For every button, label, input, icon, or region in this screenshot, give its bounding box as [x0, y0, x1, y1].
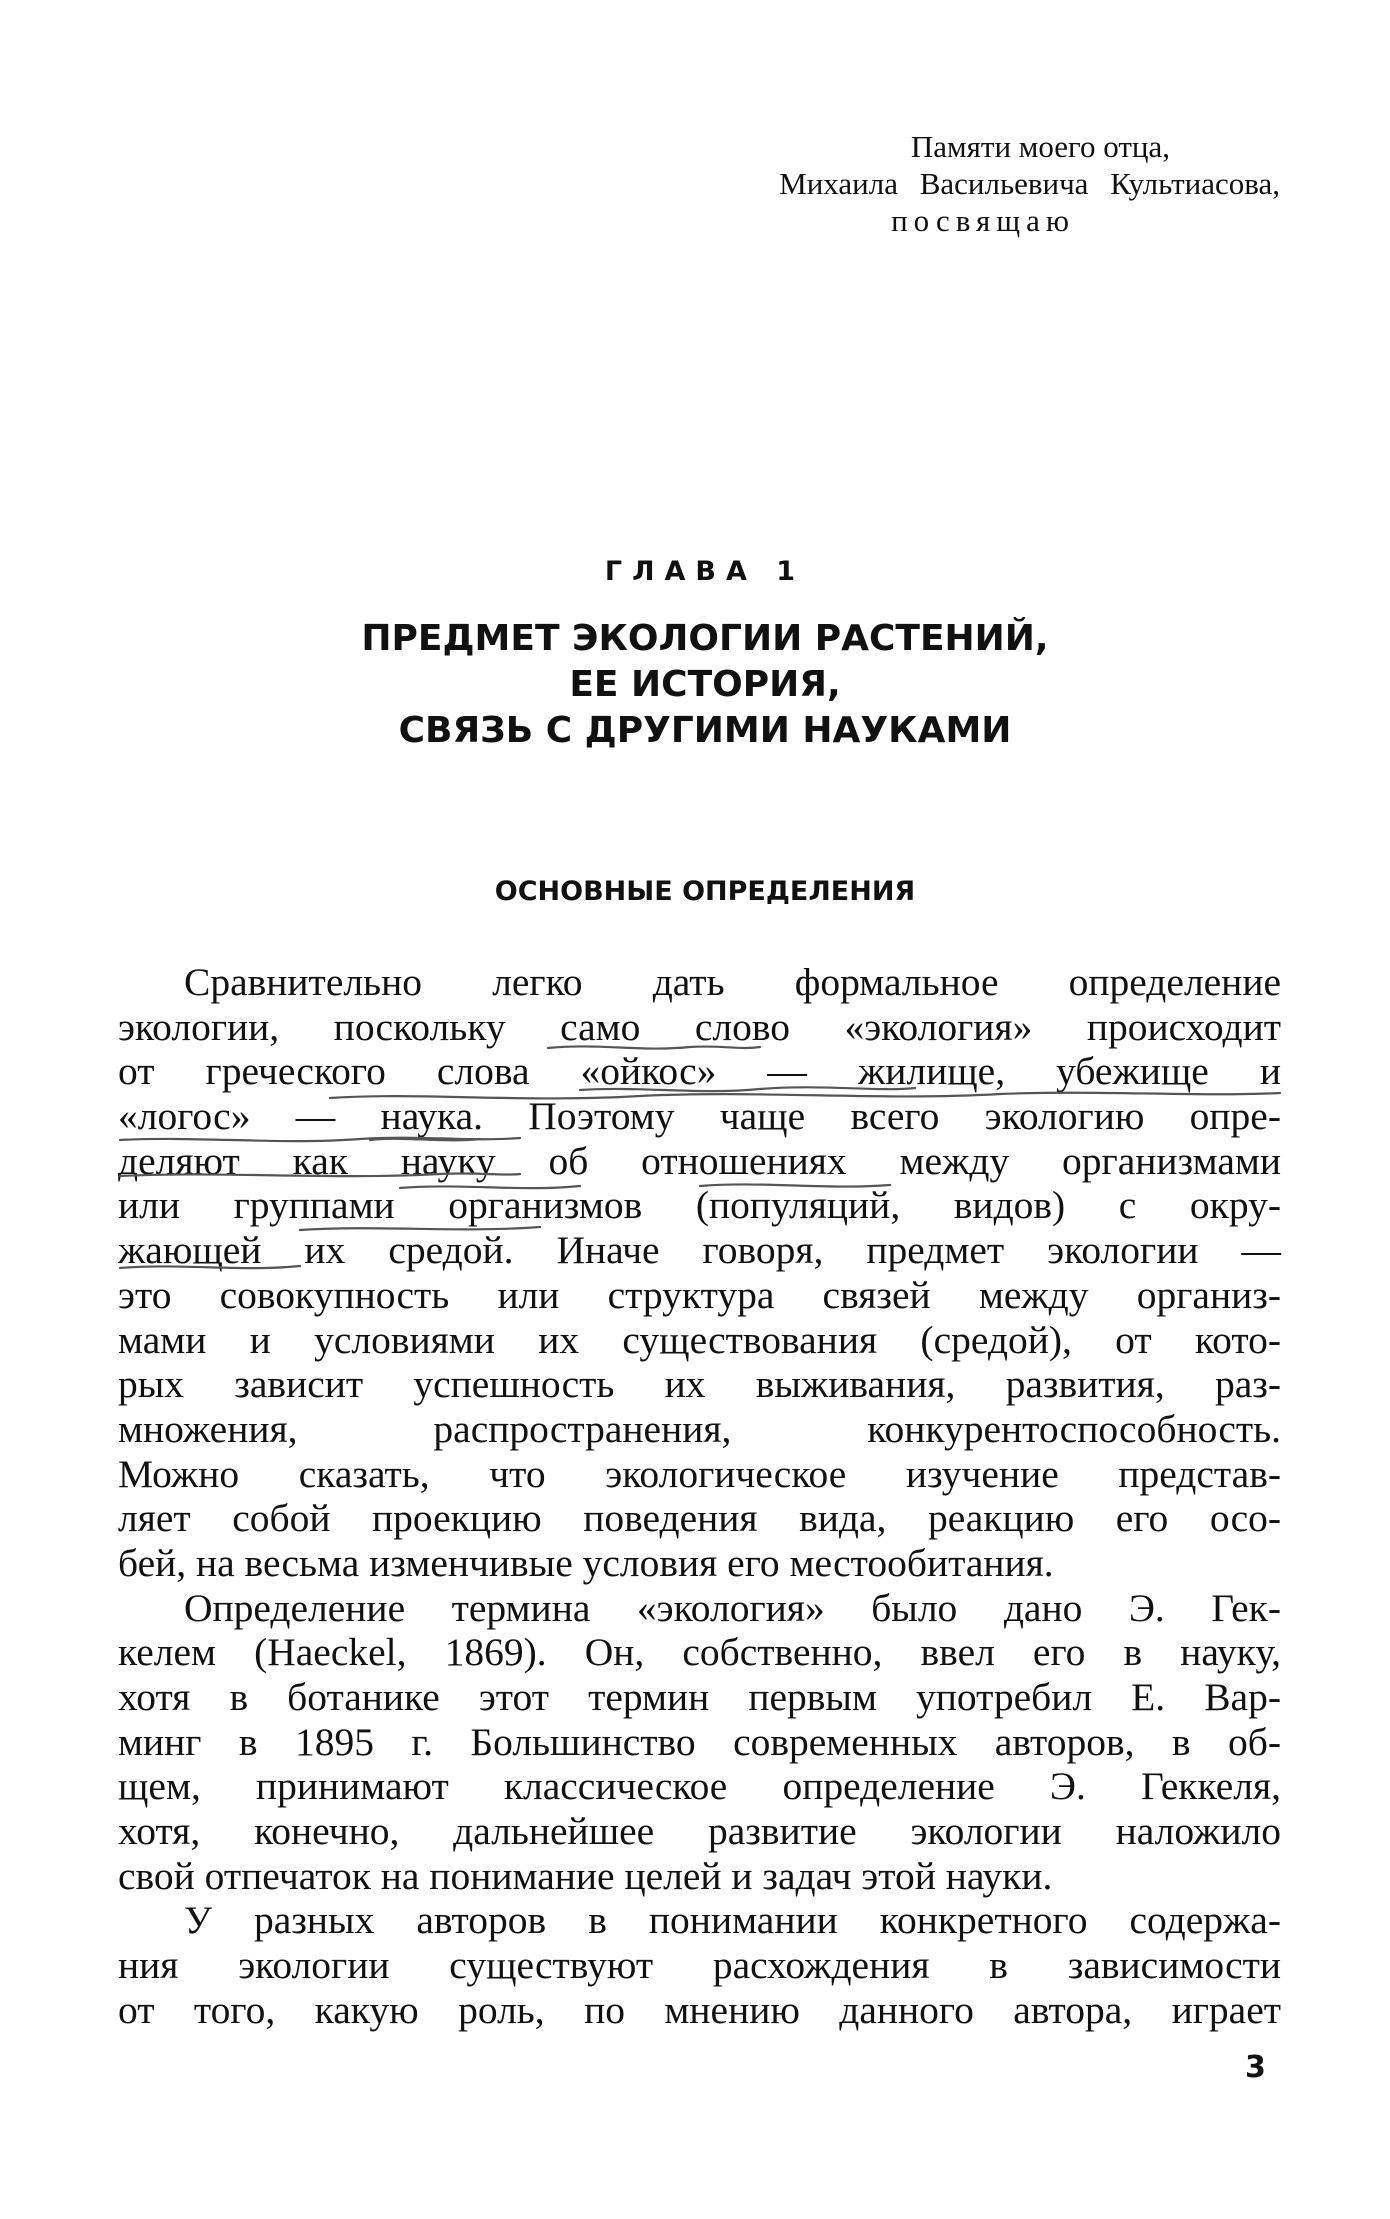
body-line: бей, на весьма изменчивые условия его местообитания.: [118, 1540, 1054, 1585]
body-line: от греческого слова «ойкос» — жилище, убежище и: [118, 1049, 1281, 1094]
body-line: ния экологии существуют расхождения в зависимости: [118, 1943, 1281, 1988]
body-line: мами и условиями их существования (средой), от кото-: [118, 1317, 1281, 1362]
body-line: экологии, поскольку само слово «экология» происходит: [118, 1004, 1281, 1049]
body-text: [118, 960, 1281, 2033]
page-number: 3: [1245, 2050, 1266, 2085]
body-line: келем (Haeckel, 1869). Он, собственно, ввел его в науку,: [118, 1630, 1281, 1675]
chapter-title-line: СВЯЗЬ С ДРУГИМИ НАУКАМИ: [398, 710, 1012, 751]
chapter-title-line: ПРЕДМЕТ ЭКОЛОГИИ РАСТЕНИЙ,: [361, 618, 1049, 659]
body-line: множения, распространения, конкурентоспособность.: [118, 1406, 1281, 1451]
body-line: от того, какую роль, по мнению данного автора, играет: [118, 1987, 1281, 2032]
body-line: Можно сказать, что экологическое изучение представ-: [118, 1451, 1281, 1496]
chapter-title-line: ЕЕ ИСТОРИЯ,: [569, 664, 841, 705]
dedication: [560, 128, 1280, 239]
body-line: Сравнительно легко дать формальное определение: [184, 960, 1281, 1004]
body-line: «логос» — наука. Поэтому чаще всего экологию опре-: [118, 1094, 1281, 1139]
body-line: ляет собой проекцию поведения вида, реакцию его осо-: [118, 1496, 1281, 1541]
section-heading: ОСНОВНЫЕ ОПРЕДЕЛЕНИЯ: [494, 876, 916, 907]
body-line: щем, принимают классическое определение Э. Геккеля,: [118, 1764, 1281, 1809]
body-line: или группами организмов (популяций, видов) с окру-: [118, 1183, 1281, 1228]
body-line: деляют как науку об отношениях между организмами: [118, 1138, 1281, 1183]
dedication-line-1: Памяти моего отца,: [910, 129, 1170, 164]
dedication-line-3: посвящаю: [891, 203, 1075, 238]
chapter-title: [0, 616, 1390, 754]
dedication-line-2: Михаила Васильевича Культиасова,: [779, 166, 1280, 201]
body-line: хотя, конечно, дальнейшее развитие экологии наложило: [118, 1809, 1281, 1854]
body-line: рых зависит успешность их выживания, развития, раз-: [118, 1362, 1281, 1407]
body-line: минг в 1895 г. Большинство современных авторов, в об-: [118, 1719, 1281, 1764]
body-line: свой отпечаток на понимание целей и задач этой науки.: [118, 1853, 1053, 1898]
body-line: Определение термина «экология» было дано Э. Гек-: [184, 1585, 1281, 1630]
body-line: это совокупность или структура связей между организ-: [118, 1272, 1281, 1317]
body-line: жающей их средой. Иначе говоря, предмет экологии —: [118, 1228, 1281, 1273]
body-line: У разных авторов в понимании конкретного содержа-: [184, 1898, 1281, 1943]
chapter-label: ГЛАВА 1: [604, 556, 806, 587]
body-line: хотя в ботанике этот термин первым употребил Е. Вар-: [118, 1675, 1281, 1719]
